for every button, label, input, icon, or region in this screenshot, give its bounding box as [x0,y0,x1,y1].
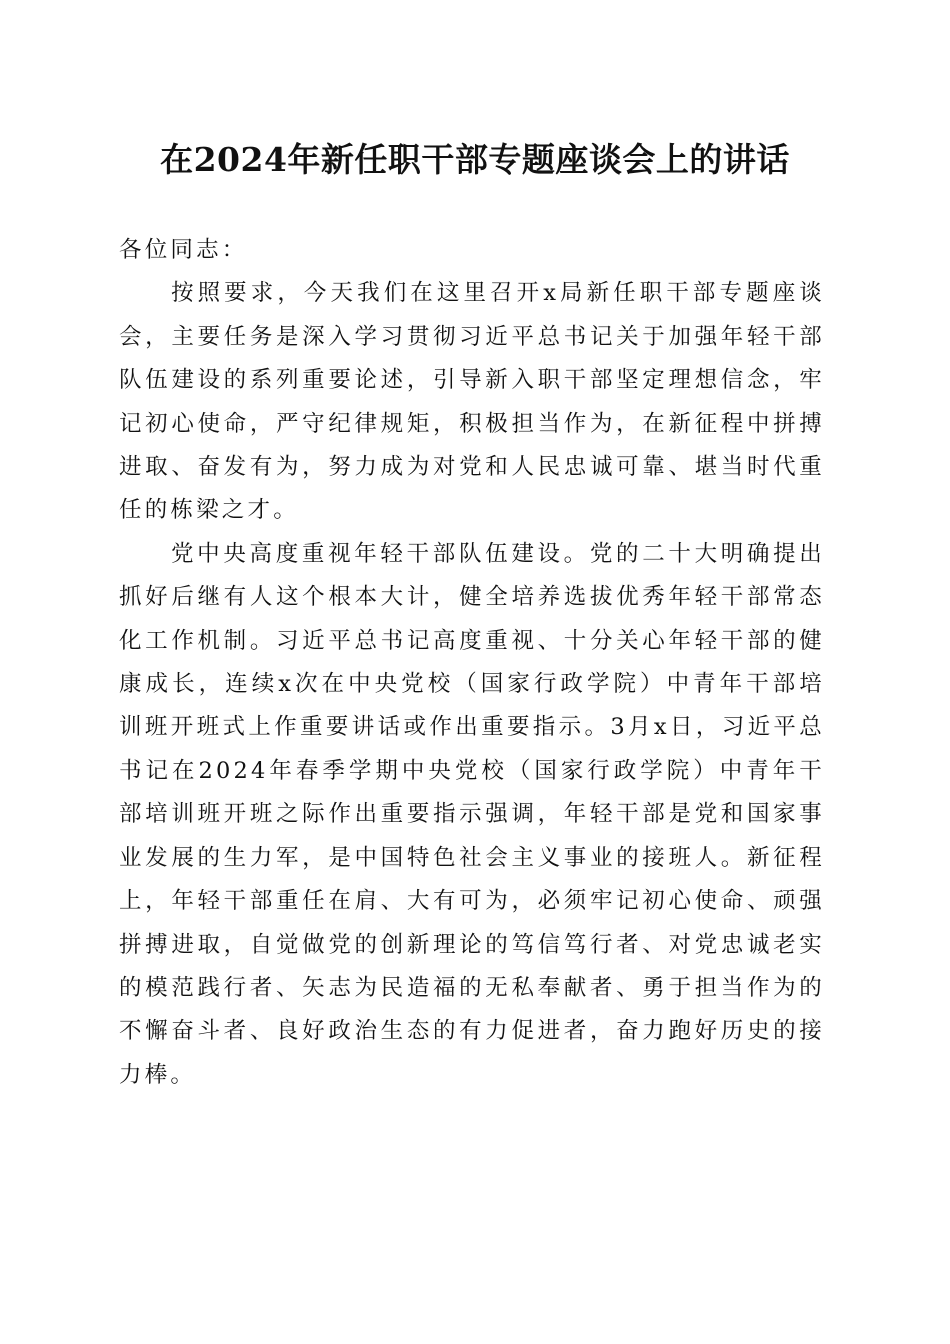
document-body [119,229,825,1097]
document-title: 在2024年新任职干部专题座谈会上的讲话 [160,140,790,179]
paragraph-intro: 按照要求，今天我们在这里召开x局新任职干部专题座谈会，主要任务是深入学习贯彻习近平总书记关于加强年轻干部队伍建设的系列重要论述，引导新入职干部坚定理想信念，牢记初心使命，严守纪律规矩，积极担当作为，在新征程中拼搏进取、奋发有为，努力成为对党和人民忠诚可靠、堪当时代重任的栋梁之才。 [119,280,825,524]
salutation: 各位同志： [119,237,248,263]
paragraph-central-committee: 党中央高度重视年轻干部队伍建设。党的二十大明确提出抓好后继有人这个根本大计，健全培养选拔优秀年轻干部常态化工作机制。习近平总书记高度重视、十分关心年轻干部的健康成长，连续x次在中央党校（国家行政学院）中青年干部培训班开班式上作重要讲话或作出重要指示。3月x日，习近平总书记在2024年春季学期中央党校（国家行政学院）中青年干部培训班开班之际作出重要指示强调，年轻干部是党和国家事业发展的生力军，是中国特色社会主义事业的接班人。新征程上，年轻干部重任在肩、大有可为，必须牢记初心使命、顽强拼搏进取，自觉做党的创新理论的笃信笃行者、对党忠诚老实的模范践行者、矢志为民造福的无私奉献者、勇于担当作为的不懈奋斗者、良好政治生态的有力促进者，奋力跑好历史的接力棒。 [119,540,825,1088]
